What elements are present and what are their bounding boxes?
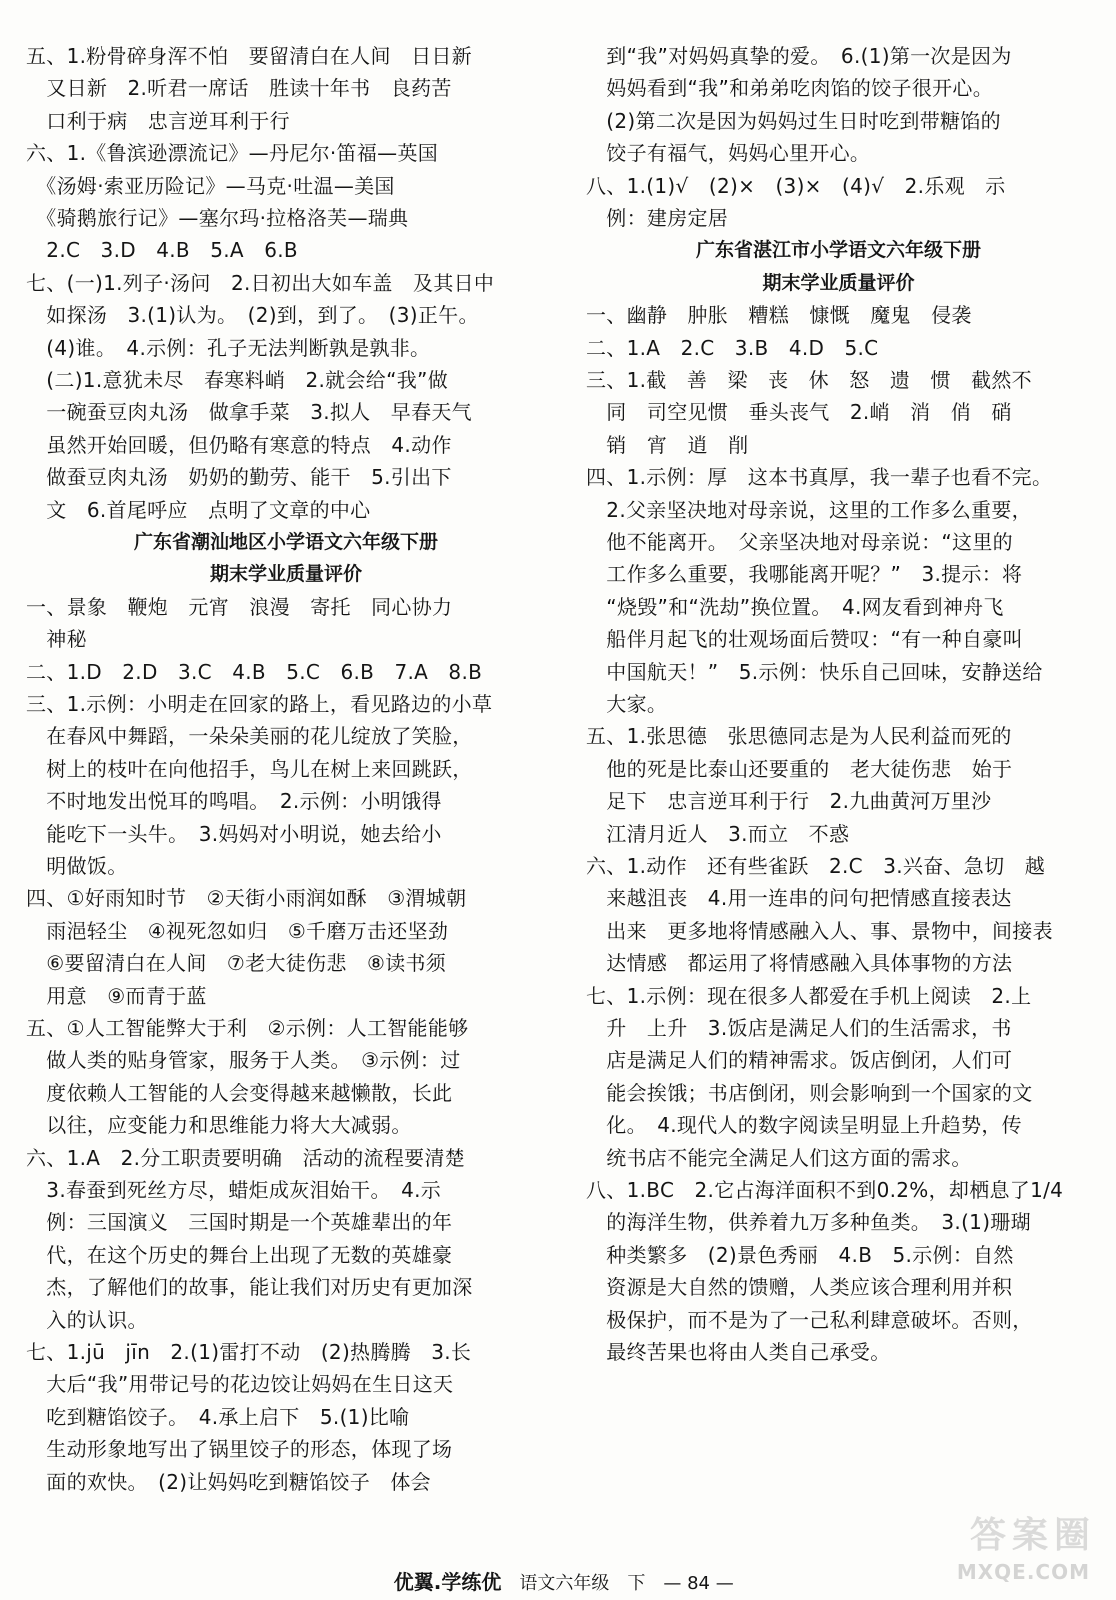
answer-line: 明做饭。 bbox=[26, 854, 128, 878]
answer-line: 出来 更多地将情感融入人、事、景物中，间接表 bbox=[586, 918, 1053, 943]
answer-line: 六、1.《鲁滨逊漂流记》—丹尼尔·笛福—英国 bbox=[26, 141, 439, 166]
answer-line: 七、1.jū jīn 2.(1)雷打不动 (2)热腾腾 3.长 bbox=[26, 1340, 472, 1364]
answer-line: 中国航天！” 5.示例：快乐自己回味，安静送给 bbox=[586, 659, 1043, 684]
answer-line: 用意 ⑨而青于蓝 bbox=[26, 983, 207, 1008]
answer-line: 杰，了解他们的故事，能让我们对历史有更加深 bbox=[26, 1275, 473, 1300]
answer-line: 一、景象 鞭炮 元宵 浪漫 寄托 同心协力 bbox=[26, 594, 453, 619]
answer-line: “烧毁”和“洗劫”换位置。 4.网友看到神舟飞 bbox=[586, 594, 1004, 619]
answer-line: 做蚕豆肉丸汤 奶奶的勤劳、能干 5.引出下 bbox=[26, 465, 452, 490]
answer-line: 又日新 2.听君一席话 胜读十年书 良药苦 bbox=[26, 76, 452, 101]
answer-line: 例：建房定居 bbox=[586, 206, 729, 230]
answer-line: 六、1.动作 还有些雀跃 2.C 3.兴奋、急切 越 bbox=[586, 854, 1046, 878]
answer-line: 大后“我”用带记号的花边饺让妈妈在生日这天 bbox=[26, 1372, 454, 1397]
answer-line: 神秘 bbox=[26, 627, 87, 652]
answer-line: 吃到糖馅饺子。 4.承上启下 5.(1)比喻 bbox=[26, 1404, 410, 1429]
footer-page-number: — 84 — bbox=[663, 1573, 734, 1594]
answer-line: 不时地发出悦耳的鸣唱。 2.示例：小明饿得 bbox=[26, 789, 442, 814]
answer-line: 面的欢快。 (2)让妈妈吃到糖馅饺子 体会 bbox=[26, 1469, 431, 1494]
answer-line: 例：三国演义 三国时期是一个英雄辈出的年 bbox=[26, 1210, 453, 1235]
answer-line: 3.春蚕到死丝方尽，蜡炬成灰泪始干。 4.示 bbox=[26, 1178, 442, 1202]
answer-line: 四、1.示例：厚 这本书真厚，我一辈子也看不完。 bbox=[586, 465, 1053, 490]
answer-line: 妈妈看到“我”和弟弟吃肉馅的饺子很开心。 bbox=[586, 76, 994, 101]
answer-line: 到“我”对妈妈真挚的爱。 6.(1)第一次是因为 bbox=[586, 44, 1012, 68]
answer-line: 口利于病 忠言逆耳利于行 bbox=[26, 108, 290, 133]
answer-line: 最终苦果也将由人类自己承受。 bbox=[586, 1340, 891, 1364]
answer-line: 江清月近人 3.而立 不惑 bbox=[586, 821, 850, 846]
section-heading: 期末学业质量评价 bbox=[209, 563, 362, 586]
answer-line: 代，在这个历史的舞台上出现了无数的英雄豪 bbox=[26, 1242, 453, 1267]
answer-line: 同 司空见惯 垂头丧气 2.峭 消 俏 硝 bbox=[586, 400, 1012, 425]
answer-line: 如探汤 3.(1)认为。 (2)到，到了。 (3)正午。 bbox=[26, 303, 479, 328]
answer-line: 三、1.截 善 梁 丧 休 怒 遗 惯 截然不 bbox=[586, 368, 1032, 392]
section-heading: 广东省潮汕地区小学语文六年级下册 bbox=[133, 531, 438, 553]
answer-line: 五、1.张思德 张思德同志是为人民利益而死的 bbox=[586, 724, 1012, 749]
answer-line: 他不能离开。 父亲坚决地对母亲说：“这里的 bbox=[586, 530, 1013, 554]
footer-brand: 优翼.学练优 bbox=[393, 1570, 502, 1594]
answer-line: 虽然开始回暖，但仍略有寒意的特点 4.动作 bbox=[26, 432, 452, 457]
answer-line: 2.父亲坚决地对母亲说，这里的工作多么重要， bbox=[586, 497, 1032, 522]
answer-line: 船伴月起飞的壮观场面后赞叹：“有一种自豪叫 bbox=[586, 627, 1023, 652]
answer-line: 统书店不能完全满足人们这方面的需求。 bbox=[586, 1145, 972, 1170]
answer-line: 生动形象地写出了锅里饺子的形态，体现了场 bbox=[26, 1437, 453, 1462]
answer-line: 八、1.(1)√ (2)× (3)× (4)√ 2.乐观 示 bbox=[586, 173, 1006, 198]
answer-line: 饺子有福气，妈妈心里开心。 bbox=[586, 141, 871, 166]
answer-line: 以往，应变能力和思维能力将大大减弱。 bbox=[26, 1113, 412, 1138]
answer-line: 二、1.D 2.D 3.C 4.B 5.C 6.B 7.A 8.B bbox=[26, 659, 483, 684]
answer-line: 六、1.A 2.分工职责要明确 活动的流程要清楚 bbox=[26, 1145, 466, 1170]
answer-line: 销 宵 逍 削 bbox=[586, 432, 749, 457]
answer-line: 足下 忠言逆耳利于行 2.九曲黄河万里沙 bbox=[586, 789, 992, 814]
answer-line: 店是满足人们的精神需求。饭店倒闭，人们可 bbox=[586, 1048, 1013, 1073]
watermark-logo bbox=[926, 1514, 1096, 1586]
answer-line: (2)第二次是因为妈妈过生日时吃到带糖馅的 bbox=[586, 108, 1001, 133]
answer-line: 三、1.示例：小明走在回家的路上，看见路边的小草 bbox=[26, 692, 493, 716]
answer-line: 七、1.示例：现在很多人都爱在手机上阅读 2.上 bbox=[586, 983, 1032, 1008]
answer-line: 极保护，而不是为了一己私利肆意破坏。否则， bbox=[586, 1307, 1033, 1332]
answer-line: 四、①好雨知时节 ②天街小雨润如酥 ③渭城朝 bbox=[26, 886, 467, 911]
answer-line: 树上的枝叶在向他招手，鸟儿在树上来回跳跃， bbox=[26, 756, 473, 781]
answer-line: 来越沮丧 4.用一连串的问句把情感直接表达 bbox=[586, 886, 1012, 911]
section-heading: 广东省湛江市小学语文六年级下册 bbox=[695, 239, 981, 262]
section-heading: 期末学业质量评价 bbox=[762, 271, 915, 294]
answer-line: 做人类的贴身管家，服务于人类。 ③示例：过 bbox=[26, 1048, 461, 1073]
answer-line: 《汤姆·索亚历险记》—马克·吐温—美国 bbox=[26, 173, 395, 198]
answer-line: 雨浥轻尘 ④视死忽如归 ⑤千磨万击还坚劲 bbox=[26, 918, 449, 943]
answer-line: 达情感 都运用了将情感融入具体事物的方法 bbox=[586, 951, 1013, 976]
answer-line: (4)谁。 4.示例：孔子无法判断孰是孰非。 bbox=[26, 335, 431, 360]
answer-line: 七、(一)1.列子·汤问 2.日初出大如车盖 及其日中 bbox=[26, 270, 495, 295]
answer-line: 能吃下一头牛。 3.妈妈对小明说，她去给小 bbox=[26, 821, 442, 846]
answer-line: 二、1.A 2.C 3.B 4.D 5.C bbox=[586, 335, 879, 360]
answer-line: 化。 4.现代人的数字阅读呈明显上升趋势，传 bbox=[586, 1113, 1022, 1138]
answer-line: 一碗蚕豆肉丸汤 做拿手菜 3.拟人 早春天气 bbox=[26, 400, 472, 425]
answer-line: 大家。 bbox=[586, 692, 668, 716]
answer-line: 资源是大自然的馈赠，人类应该合理利用并积 bbox=[586, 1275, 1013, 1300]
answer-line: ⑥要留清白在人间 ⑦老大徒伤悲 ⑧读书须 bbox=[26, 951, 447, 976]
watermark-text: 答案圈 bbox=[969, 1515, 1096, 1556]
answer-line: 文 6.首尾呼应 点明了文章的中心 bbox=[26, 497, 371, 522]
answer-line: 五、1.粉骨碎身浑不怕 要留清白在人间 日日新 bbox=[26, 44, 472, 68]
answer-line: 五、①人工智能弊大于利 ②示例：人工智能能够 bbox=[26, 1016, 469, 1040]
footer-subject: 语文六年级 下 bbox=[519, 1573, 646, 1594]
watermark-url: MXQE.COM bbox=[956, 1560, 1090, 1584]
answer-line: 在春风中舞蹈，一朵朵美丽的花儿绽放了笑脸， bbox=[26, 724, 473, 749]
answer-line: 一、幽静 肿胀 糟糕 慷慨 魔鬼 侵袭 bbox=[586, 303, 972, 328]
answer-line: 种类繁多 (2)景色秀丽 4.B 5.示例：自然 bbox=[586, 1242, 1014, 1267]
answer-line: 升 上升 3.饭店是满足人们的生活需求，书 bbox=[586, 1016, 1012, 1040]
answer-line: 2.C 3.D 4.B 5.A 6.B bbox=[26, 238, 298, 263]
answer-line: 八、1.BC 2.它占海洋面积不到0.2%，却栖息了1/4 bbox=[586, 1178, 1064, 1202]
answer-line: 入的认识。 bbox=[26, 1307, 148, 1332]
answer-line: 工作多么重要，我哪能离开呢？” 3.提示：将 bbox=[586, 562, 1023, 587]
answer-line: 能会挨饿；书店倒闭，则会影响到一个国家的文 bbox=[586, 1080, 1033, 1105]
answer-line: (二)1.意犹未尽 春寒料峭 2.就会给“我”做 bbox=[26, 368, 448, 392]
answer-line: 《骑鹅旅行记》—塞尔玛·拉格洛芙—瑞典 bbox=[26, 206, 409, 230]
answer-line: 的海洋生物，供养着九万多种鱼类。 3.(1)珊瑚 bbox=[586, 1210, 1031, 1235]
answer-line: 他的死是比泰山还要重的 老大徒伤悲 始于 bbox=[586, 756, 1013, 781]
answer-line: 度依赖人工智能的人会变得越来越懒散，长此 bbox=[26, 1080, 453, 1105]
